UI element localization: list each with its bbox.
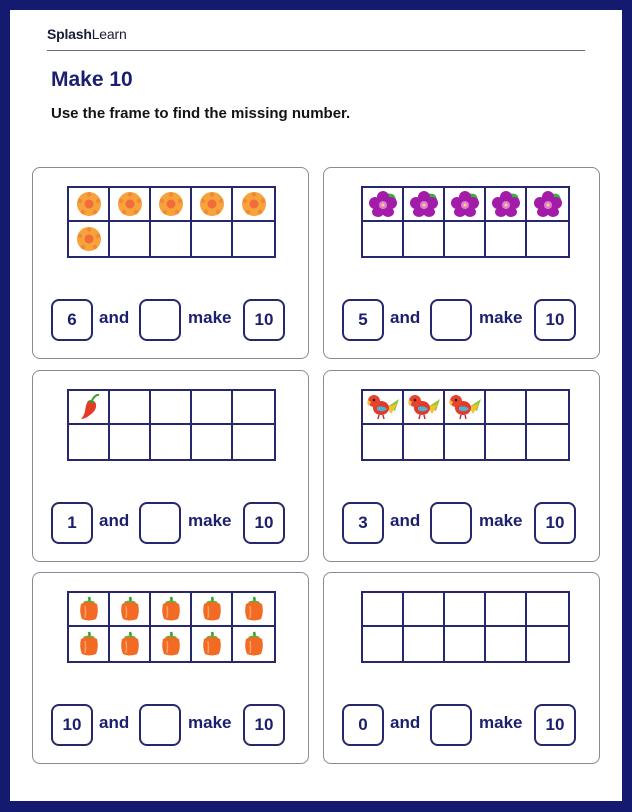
header-divider — [47, 50, 585, 51]
ten-frame-cell — [233, 222, 274, 256]
problem-card — [32, 370, 309, 562]
ten-frame-cell — [404, 425, 445, 459]
page-title: Make 10 — [51, 68, 133, 91]
ten-frame-cell — [151, 188, 192, 222]
parrot-icon — [447, 393, 483, 421]
ten-frame-cell — [69, 593, 110, 627]
ten-frame-cell — [486, 425, 527, 459]
ten-frame — [67, 186, 276, 258]
soccer-ball-icon — [76, 226, 102, 252]
ten-frame-cell — [404, 391, 445, 425]
ten-frame-cell — [363, 222, 404, 256]
total-number-box: 10 — [534, 299, 576, 341]
make-label: make — [479, 511, 523, 530]
equation-row — [342, 299, 582, 341]
ten-frame-cell — [445, 222, 486, 256]
brand-logo-bold: Splash — [47, 26, 92, 42]
parrot-icon — [365, 393, 401, 421]
ten-frame — [67, 389, 276, 461]
make-label: make — [188, 308, 232, 327]
bell-pepper-icon — [241, 630, 267, 658]
total-number-box: 10 — [243, 502, 285, 544]
brand-logo-light: Learn — [91, 26, 127, 42]
parrot-icon — [406, 393, 442, 421]
ten-frame-cell — [69, 627, 110, 661]
given-number-box: 1 — [51, 502, 93, 544]
total-number-box: 10 — [534, 502, 576, 544]
answer-box[interactable] — [139, 704, 181, 746]
ten-frame-cell — [404, 627, 445, 661]
ten-frame-cell — [69, 188, 110, 222]
bell-pepper-icon — [76, 630, 102, 658]
total-number-box: 10 — [534, 704, 576, 746]
ten-frame-cell — [527, 222, 568, 256]
ten-frame-cell — [233, 593, 274, 627]
ten-frame-cell — [233, 391, 274, 425]
ten-frame-cell — [192, 627, 233, 661]
ten-frame-cell — [69, 391, 110, 425]
ten-frame — [361, 591, 570, 663]
bell-pepper-icon — [158, 630, 184, 658]
and-label: and — [390, 713, 421, 732]
given-number-box: 3 — [342, 502, 384, 544]
total-number-box: 10 — [243, 299, 285, 341]
equation-row — [342, 502, 582, 544]
ten-frame — [361, 389, 570, 461]
answer-box[interactable] — [139, 299, 181, 341]
ten-frame-cell — [110, 222, 151, 256]
ten-frame-cell — [192, 188, 233, 222]
make-label: make — [188, 511, 232, 530]
ten-frame-cell — [110, 627, 151, 661]
ten-frame-cell — [110, 391, 151, 425]
ten-frame-cell — [233, 188, 274, 222]
given-number-box: 6 — [51, 299, 93, 341]
soccer-ball-icon — [76, 191, 102, 217]
ten-frame-cell — [110, 593, 151, 627]
soccer-ball-icon — [117, 191, 143, 217]
instruction-text: Use the frame to find the missing number. — [51, 105, 351, 122]
ten-frame-cell — [363, 627, 404, 661]
bell-pepper-icon — [241, 595, 267, 623]
make-label: make — [188, 713, 232, 732]
soccer-ball-icon — [158, 191, 184, 217]
ten-frame-cell — [110, 188, 151, 222]
ten-frame-cell — [486, 593, 527, 627]
ten-frame-cell — [110, 425, 151, 459]
total-number-box: 10 — [243, 704, 285, 746]
flower-icon — [490, 190, 522, 218]
ten-frame-cell — [151, 222, 192, 256]
ten-frame-cell — [527, 391, 568, 425]
ten-frame-cell — [363, 593, 404, 627]
make-label: make — [479, 713, 523, 732]
equation-row — [51, 299, 291, 341]
ten-frame-cell — [151, 593, 192, 627]
equation-row — [51, 704, 291, 746]
flower-icon — [449, 190, 481, 218]
chili-pepper-icon — [75, 393, 103, 421]
and-label: and — [99, 713, 130, 732]
problem-card — [323, 167, 600, 359]
bell-pepper-icon — [76, 595, 102, 623]
given-number-box: 0 — [342, 704, 384, 746]
problem-card — [323, 572, 600, 764]
problem-card — [323, 370, 600, 562]
ten-frame-cell — [192, 391, 233, 425]
answer-box[interactable] — [430, 704, 472, 746]
ten-frame-cell — [363, 425, 404, 459]
ten-frame-cell — [192, 222, 233, 256]
ten-frame-cell — [404, 593, 445, 627]
ten-frame-cell — [445, 593, 486, 627]
ten-frame-cell — [233, 627, 274, 661]
ten-frame-cell — [445, 188, 486, 222]
problem-card — [32, 572, 309, 764]
problem-card — [32, 167, 309, 359]
ten-frame-cell — [404, 188, 445, 222]
ten-frame — [67, 591, 276, 663]
ten-frame-cell — [69, 425, 110, 459]
bell-pepper-icon — [199, 630, 225, 658]
ten-frame-cell — [527, 593, 568, 627]
ten-frame-cell — [527, 425, 568, 459]
ten-frame-cell — [486, 391, 527, 425]
ten-frame — [361, 186, 570, 258]
ten-frame-cell — [192, 425, 233, 459]
ten-frame-cell — [151, 425, 192, 459]
ten-frame-cell — [151, 391, 192, 425]
given-number-box: 10 — [51, 704, 93, 746]
ten-frame-cell — [151, 627, 192, 661]
and-label: and — [99, 511, 130, 530]
make-label: make — [479, 308, 523, 327]
answer-box[interactable] — [430, 299, 472, 341]
soccer-ball-icon — [241, 191, 267, 217]
ten-frame-cell — [486, 627, 527, 661]
bell-pepper-icon — [199, 595, 225, 623]
ten-frame-cell — [486, 222, 527, 256]
soccer-ball-icon — [199, 191, 225, 217]
ten-frame-cell — [445, 627, 486, 661]
and-label: and — [390, 308, 421, 327]
worksheet-page — [10, 10, 622, 801]
equation-row — [342, 704, 582, 746]
bell-pepper-icon — [117, 595, 143, 623]
and-label: and — [390, 511, 421, 530]
equation-row — [51, 502, 291, 544]
brand-logo — [47, 26, 127, 42]
bell-pepper-icon — [158, 595, 184, 623]
bell-pepper-icon — [117, 630, 143, 658]
ten-frame-cell — [233, 425, 274, 459]
flower-icon — [408, 190, 440, 218]
given-number-box: 5 — [342, 299, 384, 341]
ten-frame-cell — [445, 391, 486, 425]
answer-box[interactable] — [430, 502, 472, 544]
and-label: and — [99, 308, 130, 327]
flower-icon — [532, 190, 564, 218]
ten-frame-cell — [363, 188, 404, 222]
ten-frame-cell — [192, 593, 233, 627]
ten-frame-cell — [445, 425, 486, 459]
ten-frame-cell — [527, 627, 568, 661]
ten-frame-cell — [69, 222, 110, 256]
ten-frame-cell — [363, 391, 404, 425]
answer-box[interactable] — [139, 502, 181, 544]
flower-icon — [367, 190, 399, 218]
ten-frame-cell — [527, 188, 568, 222]
ten-frame-cell — [486, 188, 527, 222]
ten-frame-cell — [404, 222, 445, 256]
